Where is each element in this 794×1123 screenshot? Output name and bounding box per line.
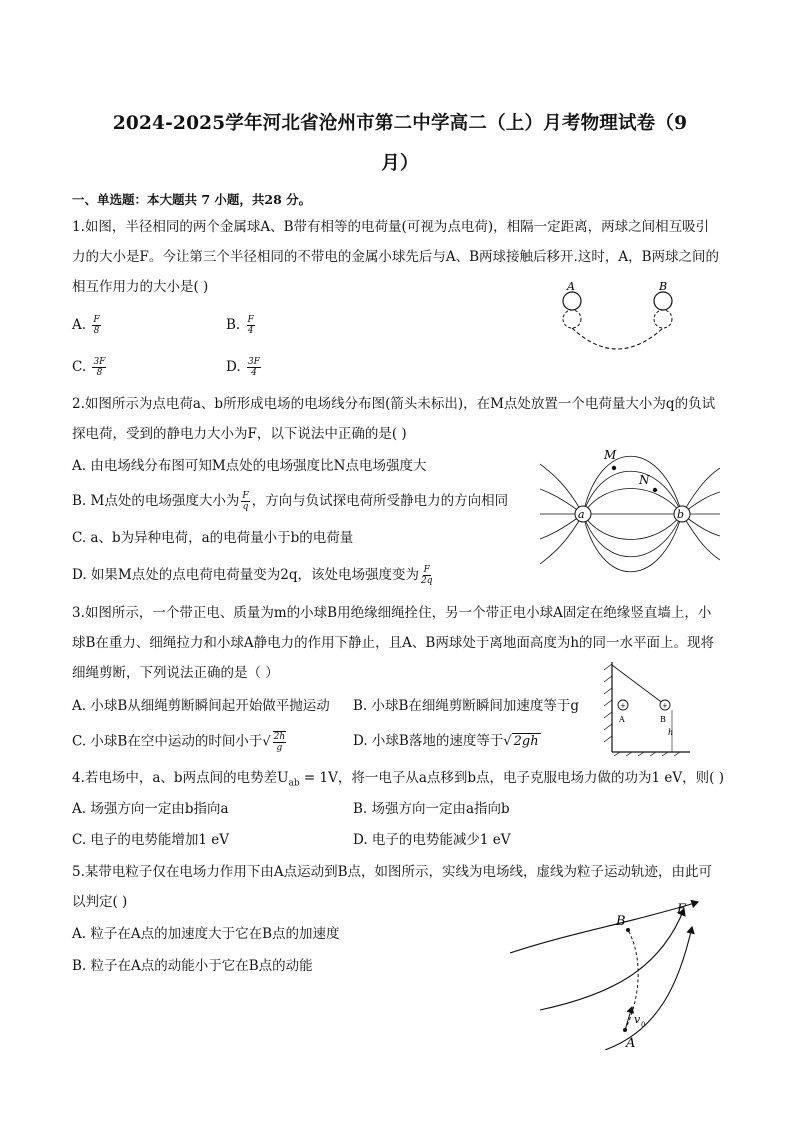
fig-label-a: A	[567, 280, 575, 293]
q3-option-b[interactable]: B. 小球B在细绳剪断瞬间加速度等于g	[353, 698, 580, 714]
label-b: B	[660, 715, 666, 724]
field-line	[583, 514, 682, 557]
field-line	[540, 514, 583, 564]
q2-field-line-figure	[540, 442, 720, 584]
exam-title	[70, 104, 730, 184]
q4-option-b[interactable]: B. 场强方向一定由a指向b	[353, 801, 510, 817]
q5-figure	[510, 895, 720, 1050]
string	[612, 665, 664, 704]
q3-figure	[598, 660, 693, 756]
q5-option-a[interactable]: A. 粒子在A点的加速度大于它在B点的加速度	[72, 926, 340, 942]
sphere-a	[563, 292, 581, 310]
fraction: $\frac{F}{4}$	[247, 315, 254, 336]
point-n	[653, 488, 657, 492]
q1-option-d[interactable]	[226, 357, 263, 378]
q2-option-c[interactable]: C. a、b为异种电荷，a的电荷量小于b的电荷量	[72, 530, 354, 546]
option-label: D.	[226, 359, 241, 375]
q4-option-d[interactable]: D. 电子的电势能减少1 eV	[353, 832, 511, 848]
title-line-2: 月）	[381, 153, 419, 174]
title-line-1: 2024-2025学年河北省沧州市第二中学高二（上）月考物理试卷（9	[112, 113, 688, 134]
q1-option-a[interactable]	[72, 315, 103, 336]
label-b: B	[616, 914, 626, 929]
sphere-b	[654, 292, 672, 310]
dashed-path	[572, 328, 663, 349]
field-line-2	[540, 909, 684, 1010]
fraction: $\frac{F}{8}$	[93, 315, 100, 336]
option-label: C.	[72, 359, 87, 375]
q4-option-a[interactable]: A. 场强方向一定由b指向a	[72, 801, 229, 817]
field-line	[583, 514, 682, 572]
fraction: $\frac{3F}{8}$	[93, 357, 106, 378]
q5-option-b[interactable]: B. 粒子在A点的动能小于它在B点的动能	[72, 958, 313, 974]
fig-label-b: B	[659, 280, 668, 293]
question-2-stem: 2.如图所示为点电荷a、b所形成电场的电场线分布图(箭头未标出)，在M点处放置一个电荷量大小为q的负试探电荷，受到的静电力大小为F，以下说法中正确的是( )	[72, 396, 716, 442]
point-b	[626, 928, 630, 932]
point-a	[623, 1028, 627, 1032]
label-m: M	[604, 448, 617, 462]
q2-option-b[interactable]: B. M点处的电场强度大小为 $\frac{F}{q}$ ，方向与负试探电荷所受静电力的方向相同	[72, 491, 509, 512]
field-line	[583, 456, 682, 514]
label-e: E	[677, 902, 687, 917]
q2-option-a[interactable]: A. 由电场线分布图可知M点处的电场强度比N点电场强度大	[72, 458, 427, 474]
option-label: A.	[72, 317, 87, 333]
label-a: A	[626, 1036, 636, 1050]
sqrt: √ $\frac{2h}{g}$	[262, 732, 286, 753]
q4-option-c[interactable]: C. 电子的电势能增加1 eV	[72, 832, 230, 848]
label-b: b	[677, 508, 685, 521]
label-a: A	[619, 715, 625, 724]
fraction: $\frac{F}{q}$	[242, 491, 249, 512]
section-heading: 一、单选题：本大题共 7 小题，共28 分。	[72, 192, 312, 207]
question-4-stem: 4.若电场中，a、b两点间的电势差$U_{ab} = 1V$，将一电子从a点移到b点，电子克服电场力做的功为1 eV，则( )	[72, 770, 724, 789]
fraction: $\frac{3F}{4}$	[247, 357, 260, 378]
field-line	[682, 468, 720, 514]
field-line	[583, 514, 682, 540]
q1-option-c[interactable]	[72, 357, 108, 378]
sqrt: √ 2gh	[503, 733, 539, 749]
q2-option-d[interactable]: D. 如果M点处的点电荷电荷量变为2q，该处电场强度变为 $\frac{F}{2q}$	[72, 565, 433, 586]
label-h: h	[668, 728, 674, 737]
fraction: $\frac{F}{2q}$	[420, 565, 433, 586]
svg-text:+: +	[620, 702, 626, 710]
field-line-3	[605, 927, 692, 1050]
label-v-sub: 0	[641, 1021, 646, 1029]
sphere-a-dashed	[563, 310, 581, 328]
label-n: N	[639, 473, 650, 487]
q1-figure	[545, 280, 695, 355]
question-3-stem: 3.如图所示，一个带正电、质量为m的小球B用绝缘细绳拴住，另一个带正电小球A固定在绝缘竖直墙上，小球B在重力、细绳拉力和小球A静电力的作用下静止，且A、B两球处于离地面高度为h的同一水平面上。现将细绳剪断，下列说法正确的是（ ）	[72, 605, 715, 681]
field-line	[583, 489, 682, 515]
point-m	[612, 466, 616, 470]
q3-option-c[interactable]: C. 小球B在空中运动的时间小于√ $\frac{2h}{g}$	[72, 731, 288, 753]
question-1-stem: 1.如图，半径相同的两个金属球A、B带有相等的电荷量(可视为点电荷)，相隔一定距离，两球之间相互吸引力的大小是F。今让第三个半径相同的不带电的金属小球先后与A、B两球接触后移开.这时，A，B两球之间的相互作用力的大小是( )	[72, 219, 719, 295]
field-line	[682, 514, 720, 560]
field-line	[583, 471, 682, 514]
q3-option-a[interactable]: A. 小球B从细绳剪断瞬间起开始做平抛运动	[72, 698, 330, 714]
label-v: v	[634, 1013, 641, 1026]
velocity-arrow	[625, 1007, 632, 1030]
question-5-stem: 5.某带电粒子仅在电场力作用下由A点运动到B点，如图所示，实线为电场线，虚线为粒子运动轨迹，由此可以判定( )	[72, 864, 713, 910]
svg-text:+: +	[662, 702, 668, 710]
field-line	[540, 464, 583, 514]
q3-option-d[interactable]: D. 小球B落地的速度等于√ 2gh	[353, 731, 541, 752]
option-label: B.	[226, 317, 241, 333]
sphere-b-dashed	[654, 310, 672, 328]
q1-option-b[interactable]	[226, 315, 257, 336]
field-line-1	[510, 902, 698, 953]
label-a: a	[578, 508, 585, 521]
